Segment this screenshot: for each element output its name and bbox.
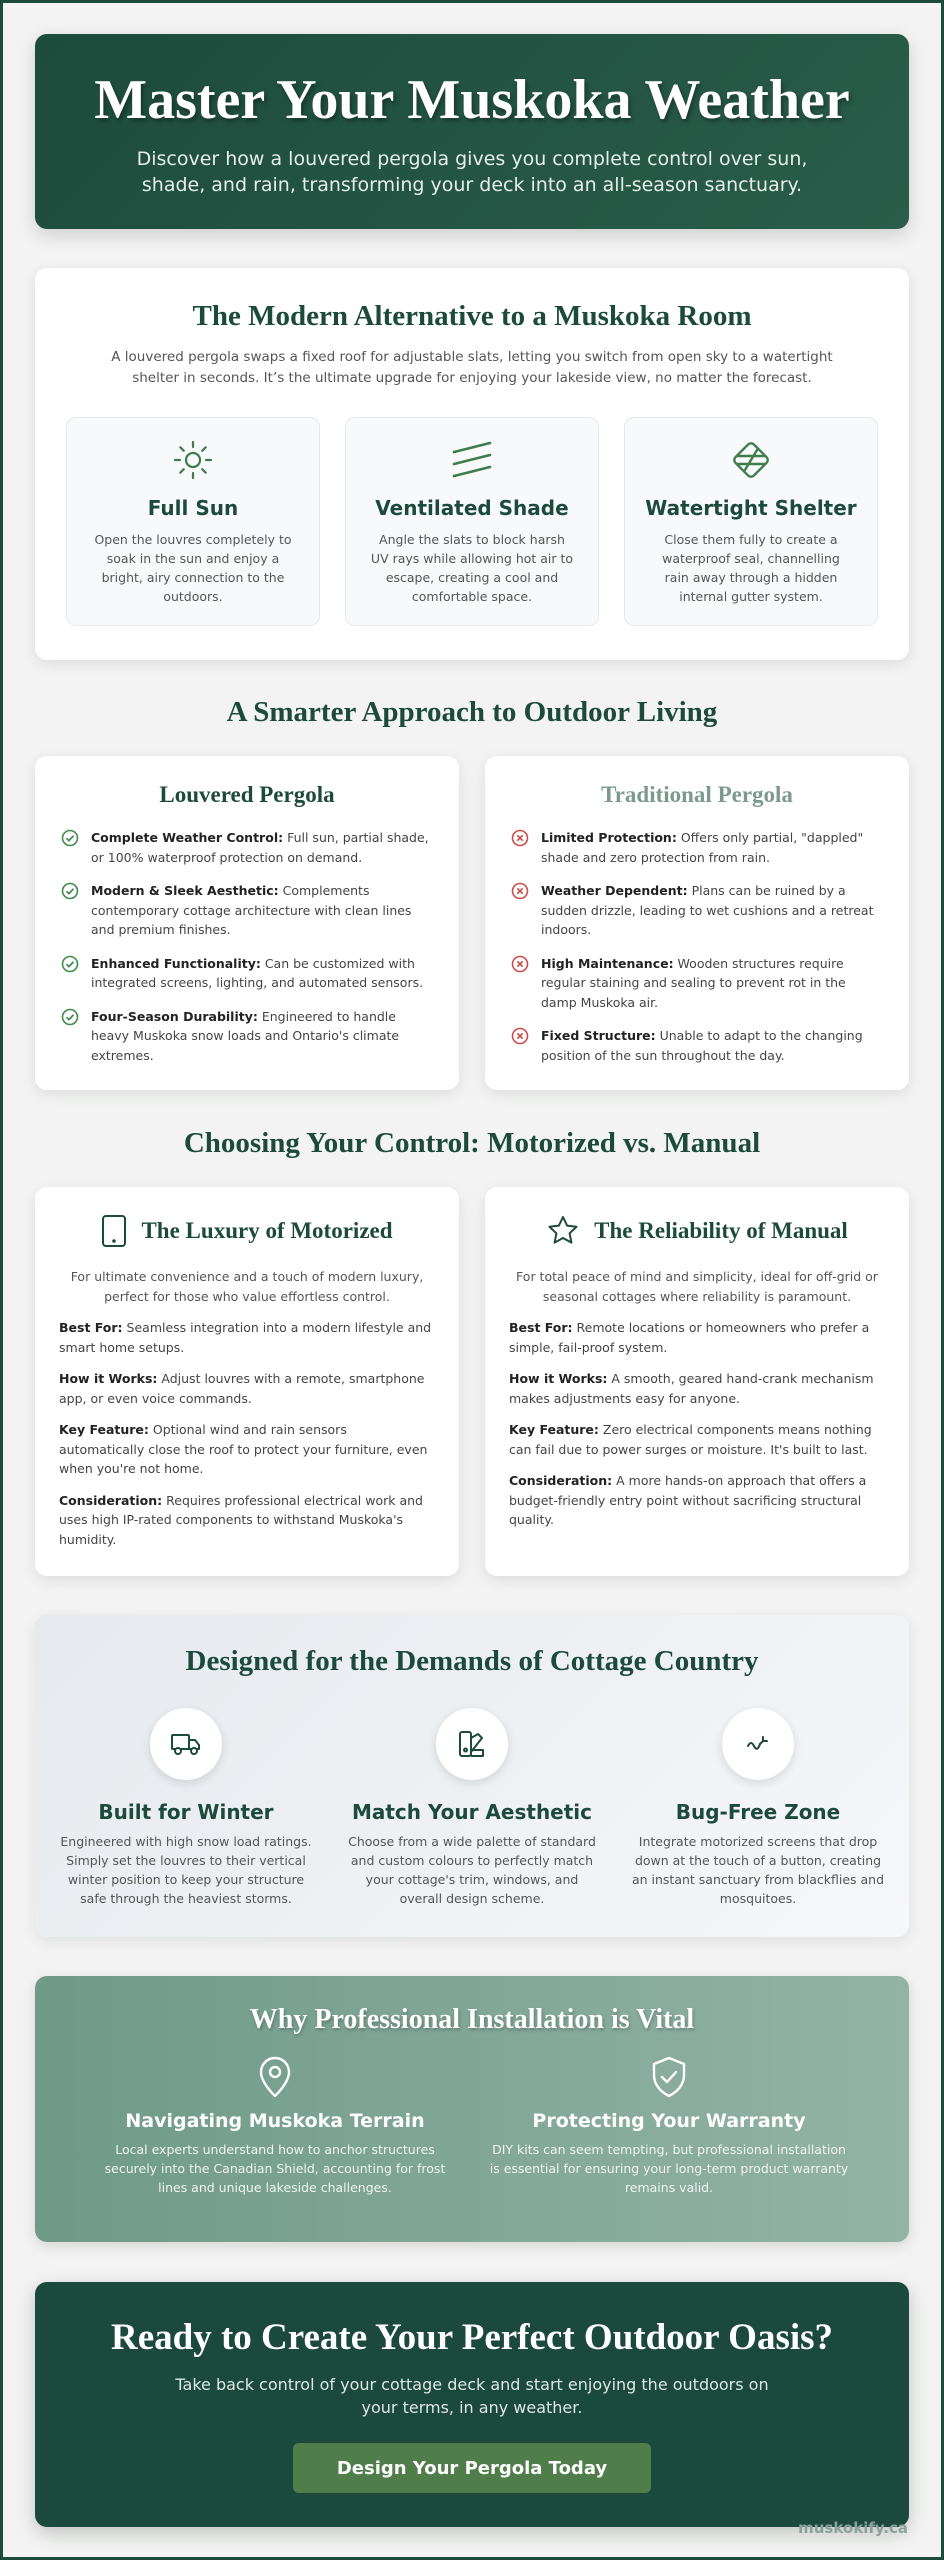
pro-item-title: Protecting Your Warranty [532, 2110, 806, 2132]
motorized-title: The Luxury of Motorized [141, 1218, 393, 1243]
pro-item-warranty [489, 2054, 849, 2197]
feature-title: Bug-Free Zone [675, 1800, 841, 1824]
feature-built-for-winter [57, 1708, 315, 1908]
control-row [35, 1187, 909, 1576]
x-circle-icon [511, 829, 529, 847]
check-circle-icon [61, 1008, 79, 1026]
shield-check-icon [489, 2054, 849, 2100]
alternative-title: The Modern Alternative to a Muskoka Room [192, 300, 752, 332]
pro-item-terrain [95, 2054, 455, 2197]
state-title: Watertight Shelter [645, 496, 857, 520]
feature-match-aesthetic [343, 1708, 601, 1908]
feature-title: Built for Winter [98, 1800, 274, 1824]
check-circle-icon [61, 829, 79, 847]
list-item: Four-Season Durability: Engineered to handle heavy Muskoka snow loads and Ontario's climate extremes. [61, 1007, 433, 1066]
modern-alternative-section [35, 268, 909, 660]
list-item: Weather Dependent: Plans can be ruined by a sudden drizzle, leading to wet cushions and a retreat indoors. [511, 881, 883, 940]
pro-item-text: Local experts understand how to anchor structures securely into the Canadian Shield, accounting for frost lines and unique lakeside challenges. [104, 2142, 446, 2195]
feature-title: Match Your Aesthetic [351, 1800, 593, 1824]
star-icon [546, 1214, 580, 1248]
tablet-icon [101, 1214, 127, 1248]
motorized-row: Key Feature: Optional wind and rain sensors automatically close the roof to protect your furniture, even when you're not home. [59, 1422, 428, 1476]
truck-icon [150, 1708, 222, 1780]
state-text: Close them fully to create a waterproof seal, channelling rain away through a hidden internal gutter system. [662, 532, 840, 604]
state-title: Full Sun [147, 496, 239, 520]
hero-subtitle: Discover how a louvered pergola gives you complete control over sun, shade, and rain, transforming your deck into an all-season sanctuary. [136, 148, 808, 196]
state-title: Ventilated Shade [375, 496, 569, 520]
motorized-card [35, 1187, 459, 1576]
design-pergola-button[interactable]: Design Your Pergola Today [293, 2443, 651, 2493]
motorized-row: Consideration: Requires professional electrical work and uses high IP-rated components to withstand Muskoka's humidity. [59, 1492, 423, 1547]
check-circle-icon [61, 882, 79, 900]
control-title: Choosing Your Control: Motorized vs. Manual [183, 1127, 761, 1159]
sun-icon [67, 438, 319, 482]
manual-row: How it Works: A smooth, geared hand-crank mechanism makes adjustments easy for anyone. [509, 1371, 874, 1406]
list-item: High Maintenance: Wooden structures require regular staining and sealing to prevent rot in the damp Muskoka air. [511, 954, 883, 1013]
state-text: Open the louvres completely to soak in the sun and enjoy a bright, airy connection to the outdoors. [94, 532, 292, 604]
cta-title: Ready to Create Your Perfect Outdoor Oasis? [110, 2317, 834, 2358]
alternative-lead: A louvered pergola swaps a fixed roof for adjustable slats, letting you switch from open sky to a watertight shelter in seconds. It’s the ultimate upgrade for enjoying your lakeside view, no matter the forecast. [111, 349, 833, 386]
state-card-full-sun [66, 417, 320, 626]
pro-item-title: Navigating Muskoka Terrain [125, 2110, 425, 2132]
motorized-row: How it Works: Adjust louvres with a remote, smartphone app, or even voice commands. [59, 1371, 425, 1406]
cta-text: Take back control of your cottage deck and start enjoying the outdoors on your terms, in any weather. [175, 2375, 769, 2417]
professional-installation-section [35, 1976, 909, 2242]
cottage-demands-section [35, 1615, 909, 1937]
manual-intro: For total peace of mind and simplicity, ideal for off-grid or seasonal cottages where reliability is paramount. [516, 1269, 878, 1304]
x-circle-icon [511, 1027, 529, 1045]
manual-row: Key Feature: Zero electrical components means nothing can fail due to power surges or moisture. It's built to last. [509, 1422, 872, 1457]
demands-title: Designed for the Demands of Cottage Country [185, 1645, 759, 1677]
check-circle-icon [61, 955, 79, 973]
motorized-intro: For ultimate convenience and a touch of modern luxury, perfect for those who value effortless control. [70, 1269, 424, 1304]
pro-item-text: DIY kits can seem tempting, but professional installation is essential for ensuring your long-term product warranty remains valid. [489, 2142, 849, 2195]
list-item: Modern & Sleek Aesthetic: Complements contemporary cottage architecture with clean lines and premium finishes. [61, 881, 433, 940]
list-item: Limited Protection: Offers only partial, "dappled" shade and zero protection from rain. [511, 828, 883, 867]
manual-row: Best For: Remote locations or homeowners who prefer a simple, fail-proof system. [509, 1320, 870, 1355]
motorized-row: Best For: Seamless integration into a modern lifestyle and smart home setups. [59, 1320, 432, 1355]
feature-bug-free-zone [629, 1708, 887, 1908]
manual-row: Consideration: A more hands-on approach that offers a budget-friendly entry point without sacrificing structural quality. [509, 1473, 867, 1527]
pro-title: Why Professional Installation is Vital [249, 2004, 695, 2035]
louvered-title: Louvered Pergola [159, 782, 335, 807]
shelter-icon [625, 438, 877, 482]
list-item: Enhanced Functionality: Can be customized with integrated screens, lighting, and automated sensors. [61, 954, 433, 993]
louvres-icon [346, 438, 598, 482]
comparison-row [35, 756, 909, 1090]
traditional-title: Traditional Pergola [601, 782, 793, 807]
hero-title: Master Your Muskoka Weather [94, 69, 850, 131]
swatch-icon [436, 1708, 508, 1780]
state-text: Angle the slats to block harsh UV rays while allowing hot air to escape, creating a cool and comfortable space. [370, 532, 574, 604]
list-item: Fixed Structure: Unable to adapt to the changing position of the sun throughout the day. [511, 1026, 883, 1065]
feature-text: Integrate motorized screens that drop down at the touch of a button, creating an instant sanctuary from blackflies and mosquitoes. [631, 1834, 885, 1906]
manual-card [485, 1187, 909, 1576]
brand-footer[interactable]: muskokify.ca [798, 2519, 908, 2537]
cta-section [35, 2282, 909, 2527]
hero-banner [35, 34, 909, 229]
louvered-pergola-card [35, 756, 459, 1090]
traditional-pergola-card [485, 756, 909, 1090]
smarter-title: A Smarter Approach to Outdoor Living [226, 696, 718, 728]
state-card-ventilated-shade [345, 417, 599, 626]
bug-icon [722, 1708, 794, 1780]
manual-title: The Reliability of Manual [594, 1218, 848, 1243]
x-circle-icon [511, 882, 529, 900]
map-pin-icon [95, 2054, 455, 2100]
feature-text: Choose from a wide palette of standard and custom colours to perfectly match your cottage's trim, windows, and overall design scheme. [348, 1834, 596, 1906]
feature-text: Engineered with high snow load ratings. Simply set the louvres to their vertical winter position to keep your structure safe through the heaviest storms. [60, 1834, 312, 1906]
list-item: Complete Weather Control: Full sun, partial shade, or 100% waterproof protection on demand. [61, 828, 433, 867]
state-card-watertight-shelter [624, 417, 878, 626]
x-circle-icon [511, 955, 529, 973]
